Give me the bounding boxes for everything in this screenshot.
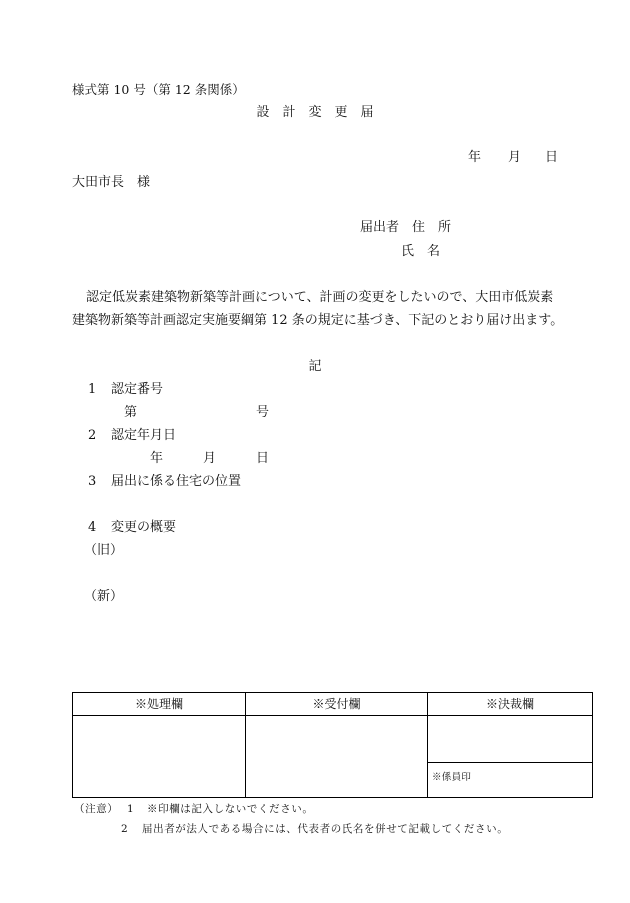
- item-number: 4: [88, 520, 97, 535]
- item-number: 3: [88, 474, 97, 489]
- staff-seal-label: ※係員印: [432, 772, 472, 783]
- approval-seal-area: [428, 716, 592, 763]
- applicant-label: 届出者: [360, 220, 400, 235]
- date-day-label: 日: [545, 150, 559, 165]
- addressee: 大田市長 様: [72, 175, 151, 190]
- note-number: 2: [121, 823, 129, 835]
- item-number: 1: [88, 382, 97, 397]
- certification-number-suffix: 号: [256, 405, 270, 420]
- item-label: 認定番号: [111, 382, 164, 397]
- item-label: 認定年月日: [111, 428, 177, 443]
- notes-heading: （注意）: [74, 803, 119, 815]
- item-number: 2: [88, 428, 97, 443]
- office-use-table: [72, 692, 593, 798]
- certification-date-day: 日: [256, 451, 270, 466]
- body-text-line: 建築物新築等計画認定実施要綱第 12 条の規定に基づき、下記のとおり届け出ます。: [72, 313, 564, 328]
- certification-date-month: 月: [203, 451, 217, 466]
- item-label: 届出に係る住宅の位置: [111, 474, 242, 489]
- table-header-approval: ※決裁欄: [428, 693, 593, 716]
- form-title: 設 計 変 更 届: [256, 105, 374, 120]
- certification-date-year: 年: [150, 451, 164, 466]
- change-old-label: （旧）: [84, 543, 124, 558]
- ki-heading: 記: [308, 359, 322, 374]
- processing-cell: [73, 716, 246, 798]
- table-header-reception: ※受付欄: [246, 693, 428, 716]
- date-month-label: 月: [508, 150, 522, 165]
- item-label: 変更の概要: [111, 520, 177, 535]
- note-text: 届出者が法人である場合には、代表者の氏名を併せて記載してください。: [142, 823, 509, 835]
- certification-number-prefix: 第: [124, 405, 138, 420]
- table-header-processing: ※処理欄: [73, 693, 246, 716]
- approval-cell: [428, 716, 593, 798]
- note-number: 1: [127, 803, 135, 815]
- reception-cell: [246, 716, 428, 798]
- address-label: 住 所: [412, 220, 452, 235]
- change-new-label: （新）: [84, 589, 124, 604]
- note-text: ※印欄は記入しないでください。: [147, 803, 314, 815]
- date-year-label: 年: [468, 150, 482, 165]
- body-text-line: 認定低炭素建築物新築等計画について、計画の変更をしたいので、大田市低炭素: [86, 290, 554, 305]
- name-label: 氏 名: [401, 244, 441, 259]
- form-number: 様式第 10 号（第 12 条関係）: [72, 82, 245, 97]
